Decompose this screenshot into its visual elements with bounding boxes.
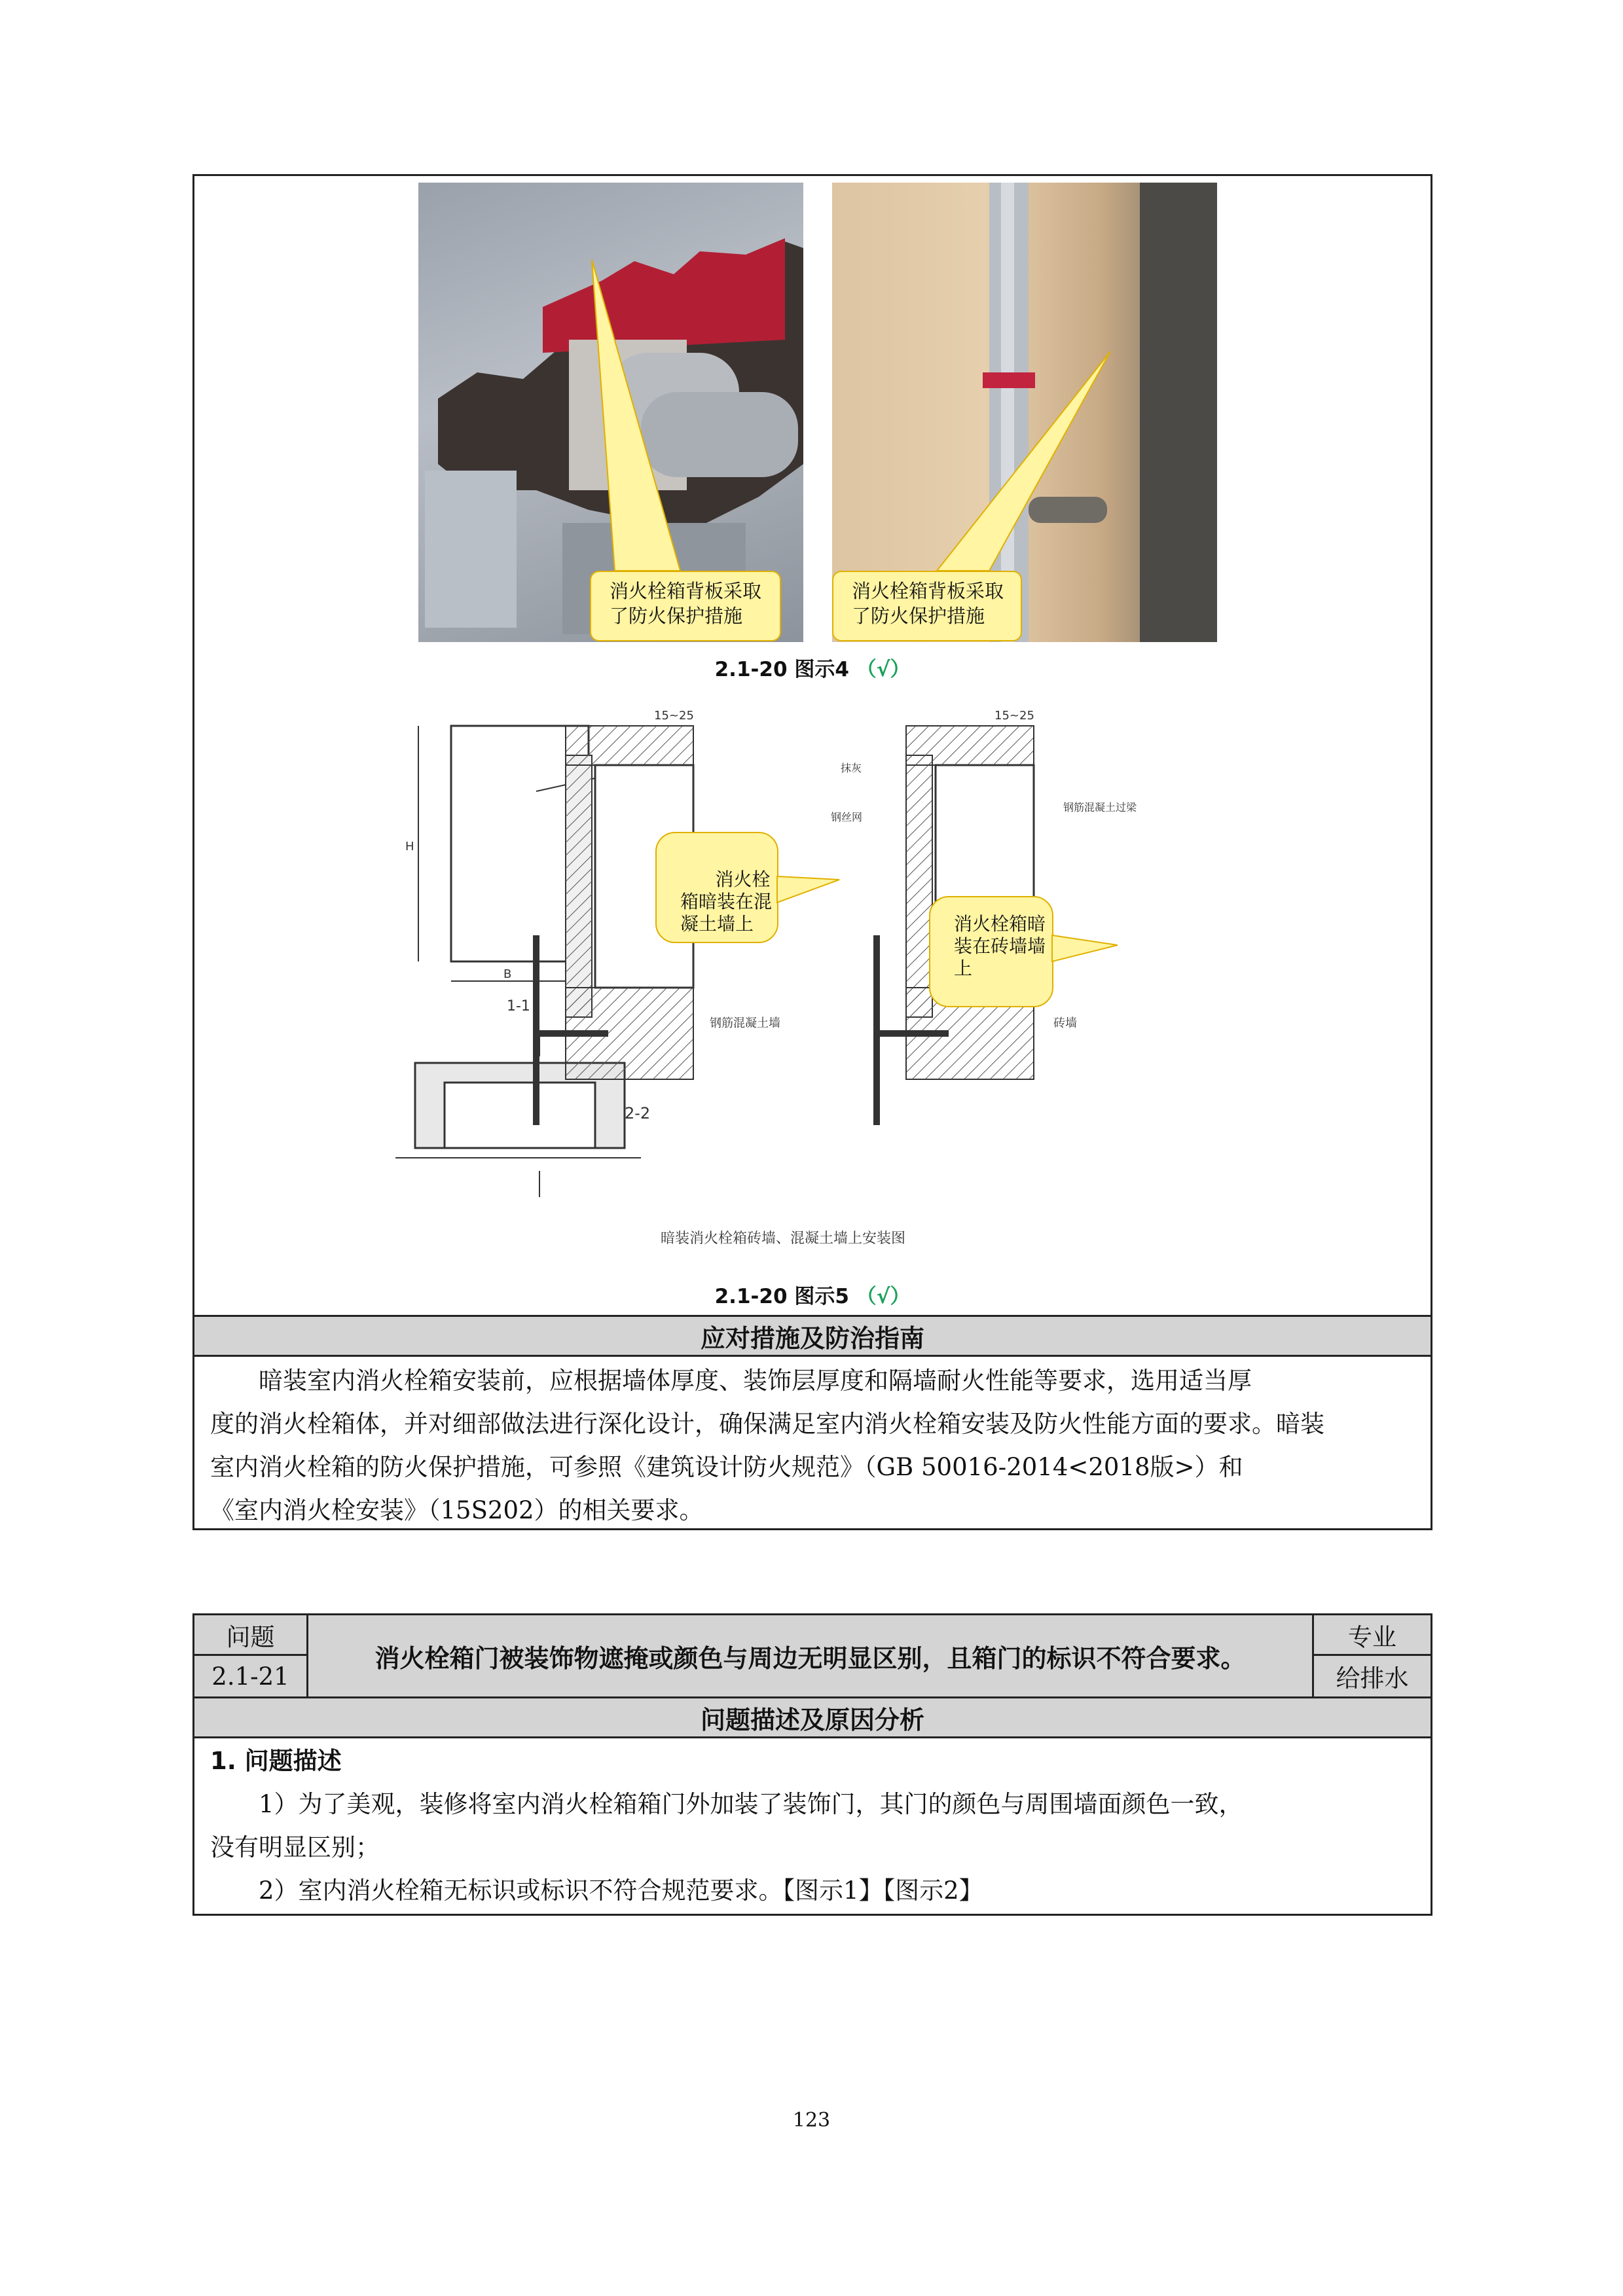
issue-heading: 1. 问题描述 [210, 1747, 342, 1775]
label-lintel: 钢筋混凝土过梁 [1063, 801, 1137, 814]
label-plaster: 抹灰 [841, 762, 862, 774]
issue-code: 2.1-21 [211, 1662, 289, 1691]
major-label-cell [1312, 1615, 1431, 1656]
issue-section-header [194, 1696, 1431, 1738]
label-dim-top-left: 15~25 [654, 709, 694, 723]
guide-line: 暗装室内消火栓箱安装前，应根据墙体厚度、装饰层厚度和隔墙耐火性能等要求，选用适当厚 [259, 1367, 1252, 1395]
issue-body [210, 1740, 1417, 1912]
issue-table [192, 1613, 1432, 1916]
issue-title: 消火栓箱门被装饰物遮掩或颜色与周边无明显区别，且箱门的标识不符合要求。 [374, 1643, 1246, 1673]
issue-line: 没有明显区别； [210, 1833, 380, 1861]
drawing-title: 暗装消火栓箱砖墙、混凝土墙上安装图 [661, 1230, 906, 1247]
issue-title-cell [308, 1615, 1312, 1696]
figure4-check-mark: （√） [856, 658, 911, 681]
figure5-caption-code: 2.1-20 图示5 [714, 1285, 849, 1308]
guide-line: 室内消火栓箱的防火保护措施，可参照《建筑设计防火规范》（GB 50016-2014<2018版>）和 [210, 1453, 1243, 1481]
guide-line: 度的消火栓箱体，并对细部做法进行深化设计，确保满足室内消火栓箱安装及防火性能方面的要求。暗装 [210, 1410, 1324, 1438]
guide-line: 《室内消火栓安装》（15S202）的相关要求。 [210, 1496, 704, 1524]
callout-right-pointer [832, 183, 1217, 642]
svg-text:B: B [503, 967, 512, 981]
label-section-11: 1-1 [507, 998, 530, 1014]
callout-right-text: 消火栓箱背板采取了防火保护措施 [852, 580, 1004, 627]
callout-left-text: 消火栓箱背板采取了防火保护措施 [610, 580, 762, 627]
callout-brick-text: 消火栓箱暗装在砖墙墙上 [954, 913, 1046, 979]
guide-table [192, 174, 1432, 1530]
figure4-caption-code: 2.1-20 图示4 [714, 658, 849, 681]
issue-label: 问题 [226, 1623, 275, 1651]
guide-body [210, 1359, 1417, 1532]
major-value-cell [1312, 1656, 1431, 1696]
label-dim-top-right: 15~25 [994, 709, 1034, 723]
label-concrete-wall: 钢筋混凝土墙 [710, 1016, 780, 1030]
issue-code-cell [194, 1656, 308, 1696]
label-brick-wall: 砖墙 [1053, 1016, 1077, 1030]
callout-brick [929, 896, 1053, 1007]
label-mesh: 钢丝网 [831, 811, 863, 823]
page-number: 123 [792, 2109, 831, 2132]
issue-line: 1）为了美观，装修将室内消火栓箱箱门外加装了装饰门，其门的颜色与周围墙面颜色一致， [259, 1790, 1243, 1818]
figure-area [194, 176, 1431, 1315]
callout-left-pointer [418, 183, 803, 642]
guide-title: 应对措施及防治指南 [700, 1323, 924, 1353]
major-value: 给排水 [1336, 1664, 1409, 1693]
installation-drawing [242, 700, 1390, 1263]
figure4-caption [194, 653, 1431, 682]
major-label: 专业 [1348, 1623, 1396, 1651]
issue-line: 2）室内消火栓箱无标识或标识不符合规范要求。【图示1】【图示2】 [259, 1876, 983, 1905]
photo-hydrant-back-right [832, 183, 1217, 642]
callout-concrete-text: 消火栓箱暗装在混凝土墙上 [680, 869, 773, 935]
figure5-caption [194, 1280, 1431, 1309]
photo-hydrant-back-left [418, 183, 803, 642]
label-section-22: 2-2 [625, 1104, 651, 1122]
issue-label-cell [194, 1615, 308, 1656]
figure5-check-mark: （√） [856, 1285, 911, 1308]
guide-header [194, 1315, 1431, 1357]
callout-concrete [655, 832, 778, 943]
issue-section-title: 问题描述及原因分析 [700, 1705, 924, 1734]
svg-text:H: H [405, 840, 414, 853]
